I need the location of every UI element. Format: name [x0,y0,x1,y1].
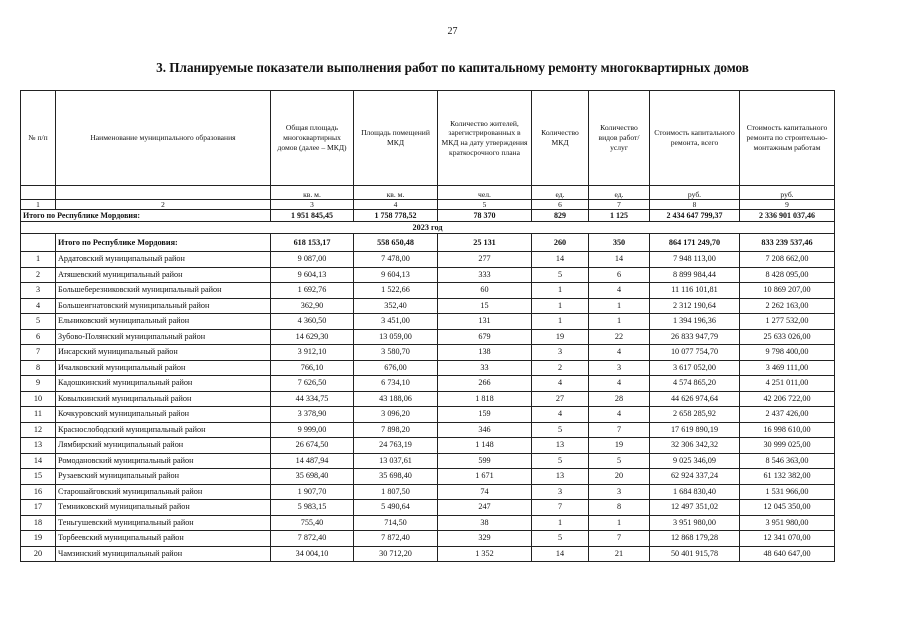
year-total-premises-area: 558 650,48 [354,234,438,252]
residents-count: 277 [438,252,532,268]
column-number: 9 [740,200,835,210]
grand-total-mkd-count: 829 [532,210,589,222]
premises-area: 676,00 [354,360,438,376]
year-total-mkd-count: 260 [532,234,589,252]
row-number: 20 [21,546,56,562]
unit-cell: руб. [740,186,835,200]
smr-cost: 1 277 532,00 [740,314,835,330]
mkd-count: 3 [532,484,589,500]
smr-cost: 61 132 382,00 [740,469,835,485]
residents-count: 33 [438,360,532,376]
total-cost: 3 951 980,00 [650,515,740,531]
total-area: 5 983,15 [271,500,354,516]
row-number: 1 [21,252,56,268]
total-area: 766,10 [271,360,354,376]
premises-area: 7 872,40 [354,531,438,547]
residents-count: 159 [438,407,532,423]
works-count: 8 [589,500,650,516]
row-number: 2 [21,267,56,283]
table-row [21,391,835,407]
total-area: 9 087,00 [271,252,354,268]
residents-count: 1 671 [438,469,532,485]
year-total-area: 618 153,17 [271,234,354,252]
premises-area: 1 807,50 [354,484,438,500]
table-row [21,531,835,547]
year-total-number-cell [21,234,56,252]
total-cost: 7 948 113,00 [650,252,740,268]
residents-count: 346 [438,422,532,438]
residents-count: 138 [438,345,532,361]
total-cost: 12 868 179,28 [650,531,740,547]
mkd-count: 1 [532,314,589,330]
row-number: 11 [21,407,56,423]
column-number: 4 [354,200,438,210]
header-cell: Площадь помещений МКД [354,91,438,186]
row-number: 8 [21,360,56,376]
row-number: 17 [21,500,56,516]
municipality-name: Ромодановский муниципальный район [56,453,271,469]
mkd-count: 1 [532,283,589,299]
total-area: 34 004,10 [271,546,354,562]
smr-cost: 30 999 025,00 [740,438,835,454]
works-count: 7 [589,422,650,438]
mkd-count: 4 [532,407,589,423]
table-row [21,345,835,361]
year-label: 2023 год [21,222,835,234]
residents-count: 1 148 [438,438,532,454]
header-cell: Стоимость капитального ремонта, всего [650,91,740,186]
municipality-name: Теньгушевский муниципальный район [56,515,271,531]
smr-cost: 48 640 647,00 [740,546,835,562]
total-cost: 11 116 101,81 [650,283,740,299]
premises-area: 714,50 [354,515,438,531]
smr-cost: 1 531 966,00 [740,484,835,500]
smr-cost: 4 251 011,00 [740,376,835,392]
premises-area: 24 763,19 [354,438,438,454]
works-count: 4 [589,345,650,361]
header-cell: Количество жителей, зарегистрированных в МКД на дату утверждения краткосрочного плана [438,91,532,186]
unit-cell: чел. [438,186,532,200]
municipality-name: Ковылкинский муниципальный район [56,391,271,407]
total-area: 9 999,00 [271,422,354,438]
header-cell: Количество МКД [532,91,589,186]
table-row [21,546,835,562]
total-area: 7 626,50 [271,376,354,392]
premises-area: 30 712,20 [354,546,438,562]
smr-cost: 12 045 350,00 [740,500,835,516]
municipality-name: Краснослободский муниципальный район [56,422,271,438]
mkd-count: 7 [532,500,589,516]
total-area: 755,40 [271,515,354,531]
total-cost: 9 025 346,09 [650,453,740,469]
works-count: 1 [589,298,650,314]
year-total-smr-cost: 833 239 537,46 [740,234,835,252]
total-area: 26 674,50 [271,438,354,454]
works-count: 14 [589,252,650,268]
residents-count: 1 818 [438,391,532,407]
works-count: 19 [589,438,650,454]
year-row [21,222,835,234]
total-cost: 1 684 830,40 [650,484,740,500]
table-row [21,469,835,485]
unit-cell: ед. [532,186,589,200]
total-area: 14 629,30 [271,329,354,345]
premises-area: 3 451,00 [354,314,438,330]
row-number: 7 [21,345,56,361]
municipality-name: Атяшевский муниципальный район [56,267,271,283]
municipality-name: Торбеевский муниципальный район [56,531,271,547]
residents-count: 329 [438,531,532,547]
table-row [21,314,835,330]
header-cell: № п/п [21,91,56,186]
works-count: 28 [589,391,650,407]
section-title: 3. Планируемые показатели выполнения работ по капитальному ремонту многоквартирных домов [156,60,749,75]
row-number: 13 [21,438,56,454]
table-row [21,360,835,376]
smr-cost: 8 428 095,00 [740,267,835,283]
row-number: 18 [21,515,56,531]
row-number: 14 [21,453,56,469]
premises-area: 6 734,10 [354,376,438,392]
unit-cell: ед. [589,186,650,200]
works-count: 4 [589,407,650,423]
residents-count: 15 [438,298,532,314]
row-number: 6 [21,329,56,345]
works-count: 5 [589,453,650,469]
column-number: 7 [589,200,650,210]
total-area: 362,90 [271,298,354,314]
premises-area: 1 522,66 [354,283,438,299]
smr-cost: 25 633 026,00 [740,329,835,345]
unit-cell: кв. м. [354,186,438,200]
premises-area: 43 188,06 [354,391,438,407]
total-cost: 3 617 052,00 [650,360,740,376]
total-cost: 2 312 190,64 [650,298,740,314]
total-area: 3 912,10 [271,345,354,361]
table-row [21,422,835,438]
premises-area: 3 580,70 [354,345,438,361]
row-number: 9 [21,376,56,392]
smr-cost: 7 208 662,00 [740,252,835,268]
mkd-count: 13 [532,438,589,454]
column-numbers-row [21,200,835,210]
total-cost: 50 401 915,78 [650,546,740,562]
unit-cell: кв. м. [271,186,354,200]
column-number: 5 [438,200,532,210]
premises-area: 7 898,20 [354,422,438,438]
row-number: 5 [21,314,56,330]
table-row [21,407,835,423]
municipality-name: Рузаевский муниципальный район [56,469,271,485]
total-cost: 2 658 285,92 [650,407,740,423]
municipality-name: Большеигнатовский муниципальный район [56,298,271,314]
year-total-label: Итого по Республике Мордовия: [56,234,271,252]
table-row [21,438,835,454]
table-row [21,453,835,469]
table-row [21,252,835,268]
mkd-count: 5 [532,453,589,469]
table-row [21,500,835,516]
year-total-row [21,234,835,252]
smr-cost: 3 469 111,00 [740,360,835,376]
smr-cost: 16 998 610,00 [740,422,835,438]
table-row [21,267,835,283]
residents-count: 333 [438,267,532,283]
smr-cost: 2 437 426,00 [740,407,835,423]
total-area: 35 698,40 [271,469,354,485]
row-number: 16 [21,484,56,500]
residents-count: 679 [438,329,532,345]
works-count: 20 [589,469,650,485]
total-area: 9 604,13 [271,267,354,283]
row-number: 19 [21,531,56,547]
grand-total-residents: 78 370 [438,210,532,222]
mkd-count: 19 [532,329,589,345]
mkd-count: 13 [532,469,589,485]
mkd-count: 1 [532,298,589,314]
premises-area: 13 059,00 [354,329,438,345]
premises-area: 3 096,20 [354,407,438,423]
table-row [21,298,835,314]
grand-total-smr-cost: 2 336 901 037,46 [740,210,835,222]
mkd-count: 4 [532,376,589,392]
mkd-count: 1 [532,515,589,531]
premises-area: 35 698,40 [354,469,438,485]
residents-count: 247 [438,500,532,516]
row-number: 15 [21,469,56,485]
column-number: 2 [56,200,271,210]
total-cost: 17 619 890,19 [650,422,740,438]
column-number: 3 [271,200,354,210]
mkd-count: 5 [532,531,589,547]
premises-area: 9 604,13 [354,267,438,283]
row-number: 4 [21,298,56,314]
residents-count: 74 [438,484,532,500]
column-number: 6 [532,200,589,210]
header-cell: Общая площадь многоквартирных домов (далее – МКД) [271,91,354,186]
header-row [21,91,835,186]
works-count: 7 [589,531,650,547]
municipality-name: Ардатовский муниципальный район [56,252,271,268]
capital-repair-table [20,90,835,562]
mkd-count: 5 [532,267,589,283]
works-count: 22 [589,329,650,345]
table-row [21,515,835,531]
grand-total-works-count: 1 125 [589,210,650,222]
residents-count: 266 [438,376,532,392]
total-area: 14 487,94 [271,453,354,469]
mkd-count: 27 [532,391,589,407]
municipality-name: Большеберезниковский муниципальный район [56,283,271,299]
header-cell: Стоимость капитального ремонта по строительно-монтажным работам [740,91,835,186]
table-row [21,484,835,500]
total-area: 44 334,75 [271,391,354,407]
units-row [21,186,835,200]
smr-cost: 3 951 980,00 [740,515,835,531]
mkd-count: 3 [532,345,589,361]
unit-cell [56,186,271,200]
mkd-count: 14 [532,252,589,268]
row-number: 3 [21,283,56,299]
residents-count: 38 [438,515,532,531]
smr-cost: 9 798 400,00 [740,345,835,361]
works-count: 1 [589,314,650,330]
works-count: 4 [589,283,650,299]
grand-total-row [21,210,835,222]
smr-cost: 42 206 722,00 [740,391,835,407]
works-count: 6 [589,267,650,283]
row-number: 10 [21,391,56,407]
total-area: 3 378,90 [271,407,354,423]
works-count: 3 [589,484,650,500]
residents-count: 1 352 [438,546,532,562]
total-cost: 26 833 947,79 [650,329,740,345]
row-number: 12 [21,422,56,438]
total-cost: 8 899 984,44 [650,267,740,283]
total-area: 4 360,50 [271,314,354,330]
premises-area: 7 478,00 [354,252,438,268]
municipality-name: Зубово-Полянский муниципальный район [56,329,271,345]
total-area: 7 872,40 [271,531,354,547]
unit-cell: руб. [650,186,740,200]
municipality-name: Старошайговский муниципальный район [56,484,271,500]
grand-total-label: Итого по Республике Мордовия: [21,210,271,222]
mkd-count: 5 [532,422,589,438]
smr-cost: 12 341 070,00 [740,531,835,547]
municipality-name: Чамзинский муниципальный район [56,546,271,562]
works-count: 3 [589,360,650,376]
grand-total-premises-area: 1 758 778,52 [354,210,438,222]
smr-cost: 10 869 207,00 [740,283,835,299]
works-count: 1 [589,515,650,531]
premises-area: 13 037,61 [354,453,438,469]
total-cost: 12 497 351,02 [650,500,740,516]
year-total-works-count: 350 [589,234,650,252]
works-count: 21 [589,546,650,562]
premises-area: 5 490,64 [354,500,438,516]
municipality-name: Ичалковский муниципальный район [56,360,271,376]
total-cost: 4 574 865,20 [650,376,740,392]
municipality-name: Кочкуровский муниципальный район [56,407,271,423]
municipality-name: Кадошкинский муниципальный район [56,376,271,392]
page-number: 27 [447,26,458,37]
smr-cost: 8 546 363,00 [740,453,835,469]
mkd-count: 14 [532,546,589,562]
grand-total-cost: 2 434 647 799,37 [650,210,740,222]
total-cost: 10 077 754,70 [650,345,740,361]
unit-cell [21,186,56,200]
table-row [21,329,835,345]
grand-total-area: 1 951 845,45 [271,210,354,222]
header-cell: Наименование муниципального образования [56,91,271,186]
residents-count: 131 [438,314,532,330]
header-cell: Количество видов работ/услуг [589,91,650,186]
municipality-name: Темниковский муниципальный район [56,500,271,516]
year-total-cost: 864 171 249,70 [650,234,740,252]
residents-count: 599 [438,453,532,469]
table-row [21,283,835,299]
total-cost: 32 306 342,32 [650,438,740,454]
total-cost: 1 394 196,36 [650,314,740,330]
total-area: 1 692,76 [271,283,354,299]
table-row [21,376,835,392]
column-number: 8 [650,200,740,210]
residents-count: 60 [438,283,532,299]
smr-cost: 2 262 163,00 [740,298,835,314]
total-cost: 44 626 974,64 [650,391,740,407]
premises-area: 352,40 [354,298,438,314]
municipality-name: Лямбирский муниципальный район [56,438,271,454]
municipality-name: Инсарский муниципальный район [56,345,271,361]
total-area: 1 907,70 [271,484,354,500]
works-count: 4 [589,376,650,392]
mkd-count: 2 [532,360,589,376]
year-total-residents: 25 131 [438,234,532,252]
column-number: 1 [21,200,56,210]
municipality-name: Ельниковский муниципальный район [56,314,271,330]
total-cost: 62 924 337,24 [650,469,740,485]
